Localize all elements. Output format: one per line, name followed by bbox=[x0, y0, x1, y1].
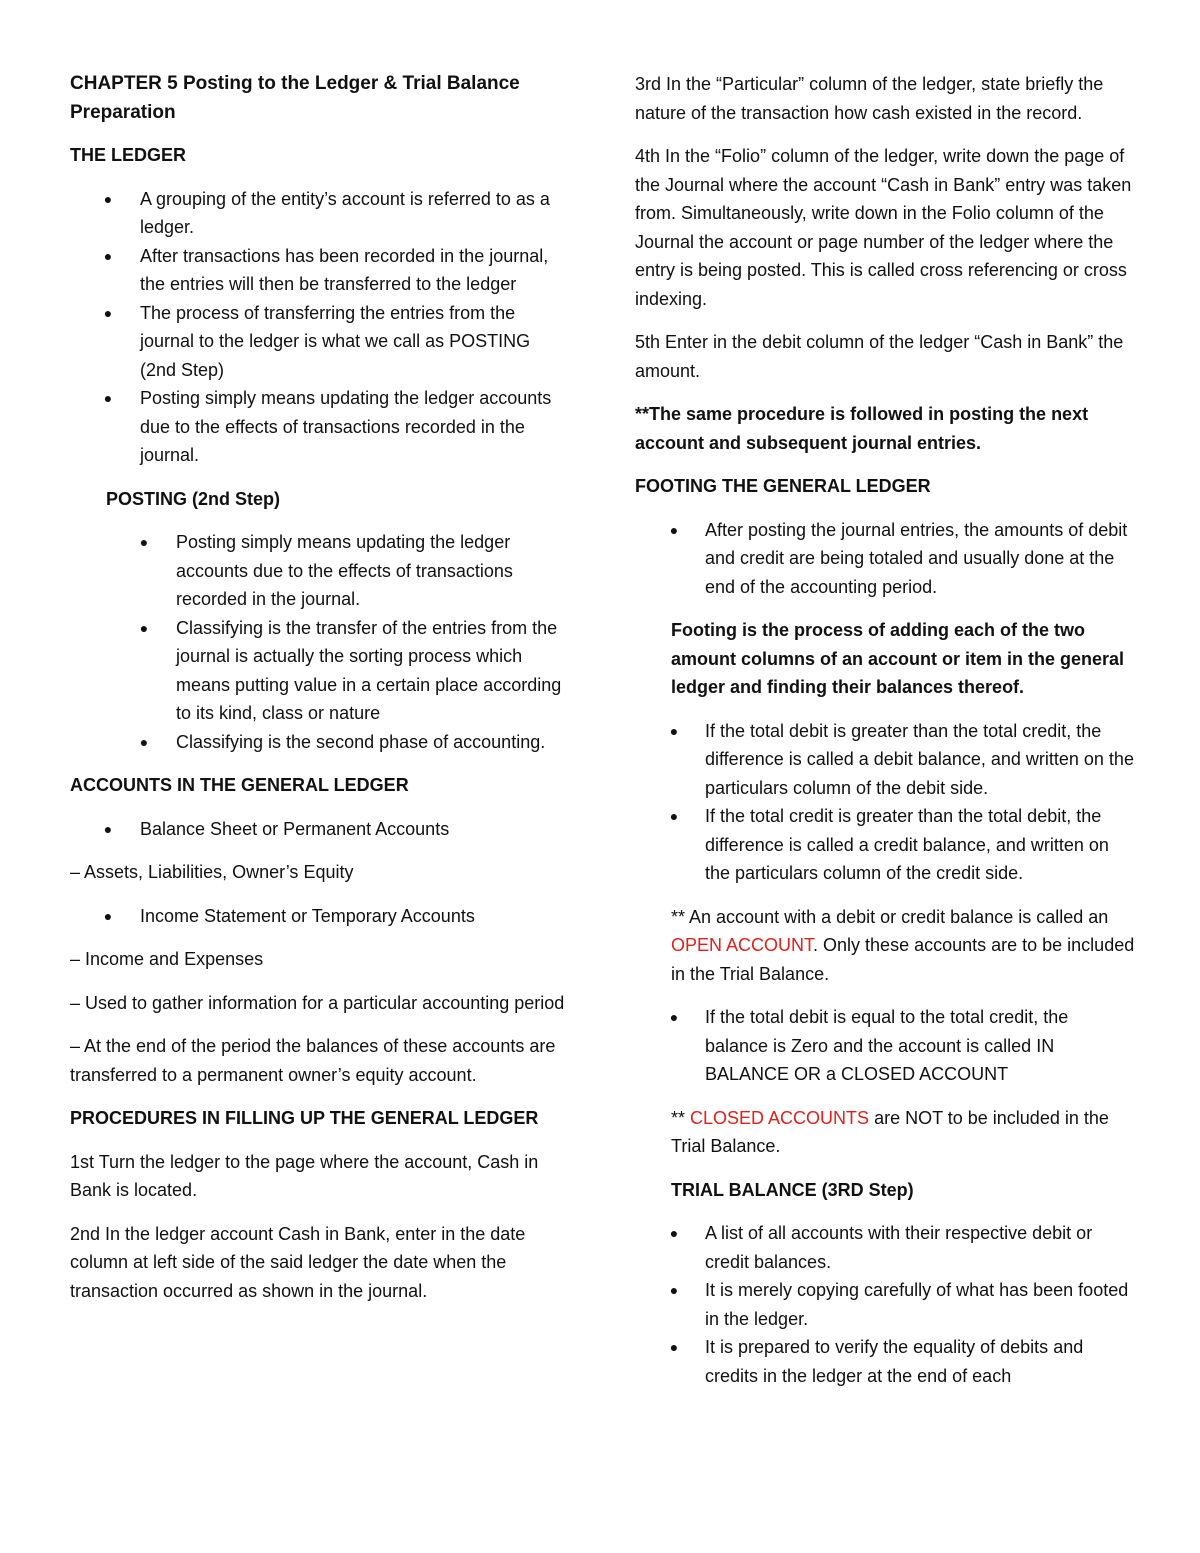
procedure-step-3: 3rd In the “Particular” column of the ledger, state briefly the nature of the transaction how cash existed in the record. bbox=[635, 74, 1104, 123]
left-column bbox=[70, 70, 570, 1320]
bullet-icon: ● bbox=[103, 190, 113, 207]
posting-heading: POSTING (2nd Step) bbox=[106, 488, 281, 509]
trial-bullet-list bbox=[635, 1219, 1135, 1390]
posting-bullet-list bbox=[70, 528, 570, 756]
open-account-note: ** An account with a debit or credit balance is called an OPEN ACCOUNT. Only these accounts are to be included in the Trial Balance. bbox=[671, 906, 1135, 984]
bullet-icon: ● bbox=[669, 1282, 679, 1298]
right-column bbox=[635, 70, 1135, 1405]
trial-balance-heading: TRIAL BALANCE (3RD Step) bbox=[671, 1179, 914, 1200]
balance-bullet-list bbox=[635, 717, 1135, 888]
list-item: ● It is prepared to verify the equality of debits and credits in the ledger at the end of each bbox=[635, 1333, 1135, 1390]
list-item: ● Posting simply means updating the ledger accounts due to the effects of transactions recorded in the journal. bbox=[70, 528, 570, 614]
ledger-bullet-list bbox=[70, 185, 570, 470]
accounts-bullet-list-2 bbox=[70, 902, 570, 931]
bullet-icon: ● bbox=[669, 1225, 679, 1241]
bullet-icon: ● bbox=[139, 619, 149, 636]
footing-bullet-list bbox=[635, 516, 1135, 602]
list-item: ● If the total debit is greater than the total credit, the difference is called a debit balance, and written on the particulars column of the debit side. bbox=[635, 717, 1135, 803]
bullet-icon: ● bbox=[669, 1009, 679, 1025]
accounts-heading: ACCOUNTS IN THE GENERAL LEDGER bbox=[70, 775, 409, 795]
bullet-icon: ● bbox=[103, 247, 113, 264]
bullet-icon: ● bbox=[669, 808, 679, 824]
list-item: ● Classifying is the transfer of the entries from the journal is actually the sorting process which means putting value in a certain place according to its kind, class or nature bbox=[70, 614, 570, 728]
list-item: ● Income Statement or Temporary Accounts bbox=[70, 902, 570, 931]
accounts-line: – Income and Expenses bbox=[70, 949, 264, 969]
list-item: ● Balance Sheet or Permanent Accounts bbox=[70, 815, 570, 844]
bullet-icon: ● bbox=[103, 907, 113, 924]
bullet-icon: ● bbox=[669, 722, 679, 739]
list-item: ● The process of transferring the entries from the journal to the ledger is what we call as POSTING (2nd Step) bbox=[70, 299, 570, 385]
list-item: ● A grouping of the entity’s account is referred to as a ledger. bbox=[70, 185, 570, 242]
procedure-step-2: 2nd In the ledger account Cash in Bank, enter in the date column at left side of the said ledger the date when the transaction occurred as shown in the journal. bbox=[70, 1223, 526, 1301]
chapter-title: CHAPTER 5 Posting to the Ledger & Trial Balance Preparation bbox=[70, 73, 520, 123]
list-item: ● After posting the journal entries, the amounts of debit and credit are being totaled and usually done at the end of the accounting period. bbox=[635, 516, 1135, 602]
bullet-icon: ● bbox=[669, 1339, 679, 1355]
accounts-line: – Assets, Liabilities, Owner’s Equity bbox=[70, 862, 354, 882]
accounts-line: – Used to gather information for a particular accounting period bbox=[70, 992, 565, 1013]
accounts-line: – At the end of the period the balances of these accounts are transferred to a permanent owner’s equity account. bbox=[70, 1036, 556, 1085]
bullet-icon: ● bbox=[103, 304, 113, 321]
footing-heading: FOOTING THE GENERAL LEDGER bbox=[635, 476, 931, 496]
ledger-heading: THE LEDGER bbox=[70, 145, 187, 165]
list-item: ● It is merely copying carefully of what has been footed in the ledger. bbox=[635, 1276, 1135, 1333]
procedure-step-1: 1st Turn the ledger to the page where the account, Cash in Bank is located. bbox=[70, 1151, 539, 1200]
procedures-heading: PROCEDURES IN FILLING UP THE GENERAL LEDGER bbox=[70, 1108, 539, 1128]
list-item: ● A list of all accounts with their respective debit or credit balances. bbox=[635, 1219, 1135, 1276]
procedure-step-4: 4th In the “Folio” column of the ledger, write down the page of the Journal where the account “Cash in Bank” entry was taken from. Simultaneously, write down in the Folio column of the Journal the account or page number of the ledger where the entry is being posted. This is called cross referencing or cross indexing. bbox=[635, 146, 1132, 309]
list-item: ● If the total credit is greater than the total debit, the difference is called a credit balance, and written on the particulars column of the credit side. bbox=[635, 802, 1135, 888]
closed-account-highlight: CLOSED ACCOUNTS bbox=[690, 1107, 870, 1128]
list-item: ● Classifying is the second phase of accounting. bbox=[70, 728, 570, 757]
bullet-icon: ● bbox=[139, 534, 149, 550]
same-procedure-note: **The same procedure is followed in posting the next account and subsequent journal entries. bbox=[635, 404, 1089, 453]
list-item: ● Posting simply means updating the ledger accounts due to the effects of transactions recorded in the journal. bbox=[70, 384, 570, 470]
procedure-step-5: 5th Enter in the debit column of the ledger “Cash in Bank” the amount. bbox=[635, 332, 1124, 381]
closed-account-note: ** CLOSED ACCOUNTS are NOT to be included in the Trial Balance. bbox=[671, 1107, 1109, 1156]
accounts-bullet-list-1 bbox=[70, 815, 570, 844]
bullet-icon: ● bbox=[103, 390, 113, 406]
equal-bullet-list bbox=[635, 1003, 1135, 1089]
bullet-icon: ● bbox=[139, 733, 149, 750]
open-account-highlight: OPEN ACCOUNT bbox=[671, 935, 814, 955]
footing-definition: Footing is the process of adding each of the two amount columns of an account or item in the general ledger and finding their balances thereof. bbox=[671, 620, 1125, 697]
bullet-icon: ● bbox=[103, 820, 113, 837]
list-item: ● If the total debit is equal to the total credit, the balance is Zero and the account is called IN BALANCE OR a CLOSED ACCOUNT bbox=[635, 1003, 1135, 1089]
list-item: ● After transactions has been recorded in the journal, the entries will then be transferred to the ledger bbox=[70, 242, 570, 299]
bullet-icon: ● bbox=[669, 521, 679, 538]
